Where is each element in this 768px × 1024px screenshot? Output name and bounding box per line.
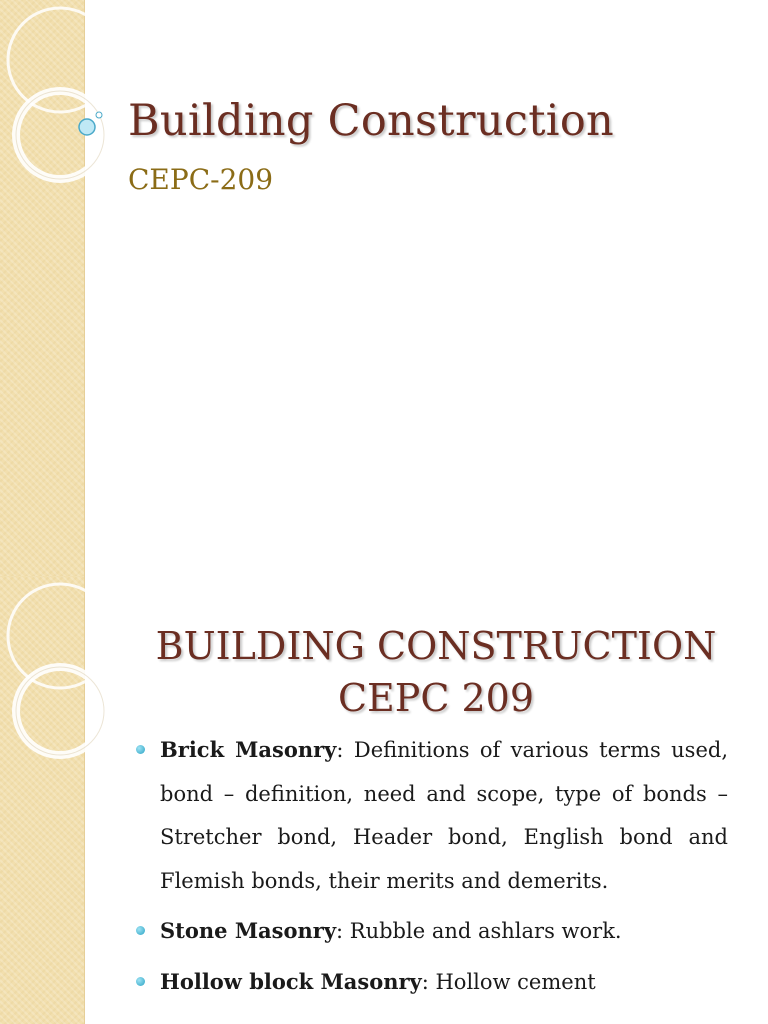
ring-thick-outline [16, 667, 104, 755]
heading-line-2: CEPC 209 [337, 676, 535, 720]
small-bubble-icon [96, 112, 102, 118]
bullet-icon [136, 977, 145, 986]
bullet-term: Stone Masonry [160, 918, 337, 943]
ring-thick-outline [16, 91, 104, 179]
bullet-list [132, 728, 728, 1010]
bullet-term: Brick Masonry [160, 737, 337, 762]
bullet-text: : Rubble and ashlars work. [336, 919, 622, 943]
ring-large [8, 8, 112, 112]
bullet-hollow-block-masonry [132, 960, 728, 1005]
bullet-stone-masonry [132, 909, 728, 954]
bullet-brick-masonry [132, 728, 728, 903]
bullet-icon [136, 745, 145, 754]
bullet-text: : Definitions of various terms used, bond – definition, need and scope, type of bonds – Stretcher bond, Header bond, English bond and Flemish bonds, their merits and demerits. [160, 738, 729, 893]
slide-heading [140, 620, 732, 724]
slide-title-text: Building Construction [128, 96, 615, 146]
heading-line-1: BUILDING CONSTRUCTION [155, 624, 717, 668]
slide-content [0, 576, 768, 1024]
decorative-rings [0, 576, 130, 776]
bubble-icon [79, 119, 95, 135]
bullet-text: : Hollow cement [421, 969, 596, 994]
decorative-rings [0, 0, 130, 200]
bullet-term: Hollow block Masonry [160, 968, 422, 994]
slide-subtitle: CEPC-209 [128, 163, 274, 196]
bullet-icon [136, 926, 145, 935]
ring-large [8, 584, 112, 688]
